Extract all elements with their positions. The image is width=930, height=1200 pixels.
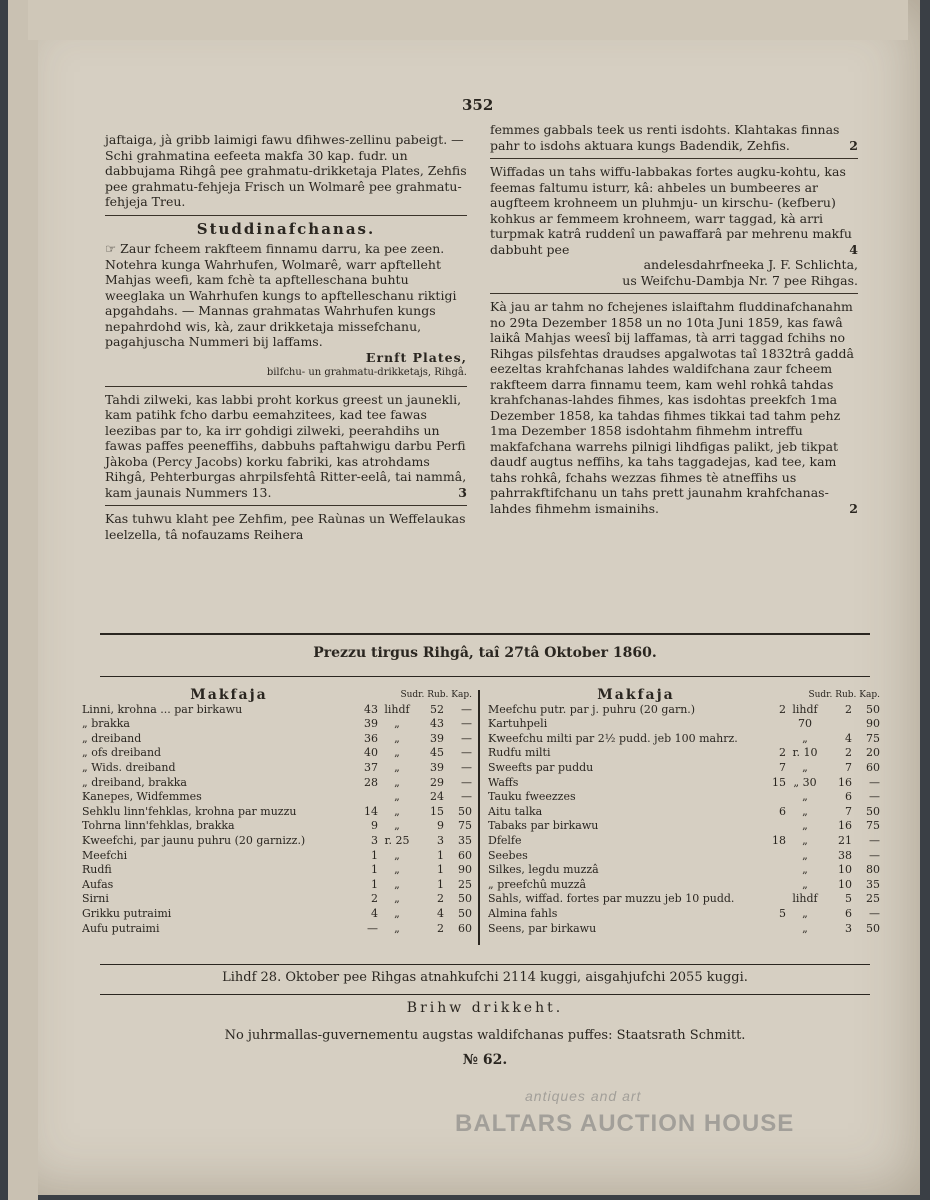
units-rub: Sudr. Rub.	[400, 690, 449, 700]
table-row	[82, 717, 472, 732]
rub-from	[756, 790, 786, 805]
kap: 90	[458, 863, 472, 877]
item-name: Rudfi	[82, 863, 112, 877]
rub-to: 29	[430, 775, 444, 789]
table-row	[488, 790, 880, 805]
left-column	[105, 132, 467, 542]
divider	[105, 215, 467, 216]
separator: „ 30	[793, 775, 817, 789]
kap: 20	[866, 746, 880, 760]
kap: 50	[458, 804, 472, 818]
rub-to: 16	[838, 819, 852, 833]
notice-fruit-trees	[490, 164, 858, 257]
notice-text: Kà jau ar tahm no fchejenes islaiftahm fluddinafchanahm no 29ta Dezember 1858 un no 10ta Juni 1859, kas fawâ laikâ Mahjas weesî bij laffamas, tà arri taggad fchihs no Rihgas pilsfehtas draudses apgalwotas taî 1832trâ gaddâ eezeltas krahfchanas lahdes waldifchana zaur fcheem rakfteem darra finnamu teem, kam wehl rohkâ tahdas krahfchanas-lahdes fihmes, kas isdohtas preekfch 1ma Dezember 1858, ka tahdas fihmes tikkai tad tahm pehz 1ma Dezember 1858 isdohtahm fihmehm intreffu makfafchana warrehs pilnigi lihdfigas palikt, jeb tikpat daudf augtus neffihs, ka tahs taggadejas, kad tee, kam tahs rohkâ, fchahs wezzas fihmes tè atneffihs us pahrrakftifchanu un tahs prett jaunahm krahfchanas-lahdes fihmehm ismainihs.	[490, 299, 854, 516]
kap: 90	[866, 717, 880, 731]
rub-to: 6	[845, 790, 852, 804]
rub-to: 43	[430, 717, 444, 731]
kap: —	[461, 790, 472, 804]
kap: —	[869, 848, 880, 862]
units-kap: Kap.	[451, 690, 472, 700]
item-name: Tabaks par birkawu	[488, 819, 599, 833]
rub-to: 4	[437, 906, 444, 920]
kap: 75	[866, 731, 880, 745]
rub-from: 18	[772, 833, 786, 847]
rub-from: 2	[779, 746, 786, 760]
rub-from: 1	[371, 863, 378, 877]
signature-subtitle: bilfchu- un grahmatu-drikketajs, Rihgâ.	[266, 367, 467, 378]
item-name: Sahls, wiffad. fortes par muzzu jeb 10 pudd.	[488, 892, 735, 906]
separator: „	[394, 906, 400, 920]
kap: 35	[458, 833, 472, 847]
rub-to: 16	[838, 775, 852, 789]
separator: „	[394, 892, 400, 906]
item-name: Rudfu milti	[488, 746, 551, 760]
rub-from	[756, 732, 786, 747]
rub-from: 28	[364, 775, 378, 789]
table-row	[82, 776, 472, 791]
separator: „	[394, 804, 400, 818]
rub-to	[824, 717, 852, 732]
repeat-count: 3	[458, 484, 467, 500]
notice-savings-bank	[490, 299, 858, 516]
rub-from	[756, 922, 786, 937]
kap: 50	[866, 702, 880, 716]
item-name: „ Wids. dreiband	[82, 760, 176, 774]
rub-to: 2	[845, 702, 852, 716]
repeat-count: 2	[849, 137, 858, 153]
units-kap: Kap.	[859, 690, 880, 700]
kap: —	[461, 746, 472, 760]
rub-from: 4	[371, 906, 378, 920]
kap: 60	[458, 921, 472, 935]
table-row	[82, 761, 472, 776]
table-row	[488, 732, 880, 747]
separator: lihdf	[792, 892, 818, 906]
rub-to: 24	[430, 790, 444, 804]
kap: —	[461, 775, 472, 789]
separator: „	[394, 775, 400, 789]
separator: „	[802, 790, 808, 804]
units-header	[784, 688, 880, 703]
item-name: Almina fahls	[488, 906, 558, 920]
kap: —	[461, 702, 472, 716]
separator: „	[394, 921, 400, 935]
table-row	[82, 790, 472, 805]
separator: „	[802, 819, 808, 833]
kap: 25	[866, 892, 880, 906]
item-name: Sirni	[82, 892, 109, 906]
rub-from: 14	[364, 804, 378, 818]
notice-text: femmes gabbals teek us renti isdohts. Klahtakas finnas pahr to isdohs aktuara kungs Badendik, Zehfis.	[490, 122, 840, 153]
separator: „	[394, 790, 400, 804]
divider	[105, 505, 467, 506]
table-row	[488, 819, 880, 834]
signature: Ernft Plates,	[365, 349, 467, 365]
right-column	[490, 122, 858, 516]
page-number: 352	[462, 96, 494, 114]
section-rule	[100, 676, 870, 677]
kap: 75	[866, 819, 880, 833]
item-name: „ dreiband, brakka	[82, 775, 187, 789]
rub-from: 39	[364, 717, 378, 731]
item-name: Waffs	[488, 775, 519, 789]
kap: 50	[458, 906, 472, 920]
rub-from: 1	[371, 848, 378, 862]
rub-from: 1	[371, 877, 378, 891]
rub-from: 2	[779, 702, 786, 716]
section-rule	[100, 994, 870, 995]
issue-number: № 62.	[462, 1052, 508, 1068]
signature: andelesdahrfneeka J. F. Schlichta,	[643, 257, 858, 272]
rub-to: 3	[437, 833, 444, 847]
divider	[490, 293, 858, 294]
rub-to: 1	[437, 848, 444, 862]
rub-to: 6	[845, 906, 852, 920]
table-row	[82, 907, 472, 922]
separator: r. 25	[384, 833, 410, 847]
rub-from	[756, 819, 786, 834]
item-name: Linni, krohna ... par birkawu	[82, 702, 243, 716]
kap: —	[461, 717, 472, 731]
rub-to: 39	[430, 760, 444, 774]
notice-wahrhusen: ☞ Zaur fcheem rakfteem finnamu darru, ka pee zeen. Notehra kunga Wahrhufen, Wolmarê, warr apftelleht Mahjas weefi, kam fchè ta apftelleschana buhtu weeglaka un Wahrhufen kungs to apftelleschanu riktigi apgahdahs. — Mannas grahmatas Wahrhufen kungs nepahrdohd wis, kà, zaur drikketaja missefchanu, pagahjuscha Nummeri bij laffams.	[105, 241, 457, 349]
kap: 80	[866, 863, 880, 877]
kap: 50	[458, 892, 472, 906]
separator: „	[802, 833, 808, 847]
rub-from	[756, 717, 786, 732]
kap: —	[869, 906, 880, 920]
separator: „	[802, 877, 808, 891]
item-name: Kweefchi, par jaunu puhru (20 garnizz.)	[82, 833, 306, 847]
table-row	[82, 878, 472, 893]
rub-from	[756, 878, 786, 893]
rub-from	[756, 892, 786, 907]
watermark	[455, 1088, 795, 1138]
table-row	[488, 776, 880, 791]
item-name: Meefchu putr. par j. puhru (20 garn.)	[488, 702, 696, 716]
table-row	[488, 892, 880, 907]
table-rows	[82, 703, 472, 937]
item-name: Kanepes, Widfemmes	[82, 790, 202, 804]
separator: „	[394, 877, 400, 891]
rub-from: 43	[364, 702, 378, 716]
table-row	[82, 746, 472, 761]
divider	[105, 386, 467, 387]
table-rows	[488, 703, 880, 937]
intro-text: jaftaiga, jà gribb laimigi fawu dfihwes-zellinu pabeigt. — Schi grahmatina eefeeta makfa 30 kap. fudr. un dabbujama Rihgâ pee grahmatu-drikketaja Plates, Zehfis pee grahmatu-fehjeja Frisch un Wolmarê pee grahmatu-fehjeja Treu.	[105, 132, 467, 209]
rub-to: 2	[437, 921, 444, 935]
item-name: Seebes	[488, 848, 528, 862]
kap: —	[461, 760, 472, 774]
ships-line: Lihdf 28. Oktober pee Rihgas atnahkufchi 2114 kuggi, aisgahjufchi 2055 kuggi.	[222, 970, 748, 985]
item-name: Sehklu linn'fehklas, krohna par muzzu	[82, 804, 297, 818]
rub-to: 2	[437, 892, 444, 906]
market-title: Prezzu tirgus Rihgâ, taî 27tâ Oktober 1860.	[313, 645, 657, 661]
rub-to: 3	[845, 921, 852, 935]
rub-from: 36	[364, 731, 378, 745]
notice-land-cont	[490, 122, 858, 153]
rub-from: 37	[364, 760, 378, 774]
kap: 75	[458, 819, 472, 833]
price-table-right	[488, 688, 880, 936]
rub-from: 40	[364, 746, 378, 760]
rub-to: 21	[838, 833, 852, 847]
table-row	[488, 849, 880, 864]
rub-to: 39	[430, 731, 444, 745]
item-name: Grikku putraimi	[82, 906, 172, 920]
table-header	[82, 688, 472, 703]
separator: „	[394, 819, 400, 833]
table-row	[488, 703, 880, 718]
column-title: Makfaja	[597, 687, 675, 703]
item-name: Aufu putraimi	[82, 921, 160, 935]
item-name: „ dreiband	[82, 731, 142, 745]
notice-cork-factory	[105, 392, 467, 501]
item-name: Aufas	[82, 877, 114, 891]
table-row	[82, 805, 472, 820]
separator: „	[394, 760, 400, 774]
table-row	[488, 746, 880, 761]
rub-to: 7	[845, 804, 852, 818]
rub-from: 2	[371, 892, 378, 906]
kap: 50	[866, 804, 880, 818]
separator: „	[394, 731, 400, 745]
watermark-text: BALTARS AUCTION HOUSE	[455, 1110, 795, 1137]
price-table-left	[82, 688, 472, 936]
item-name: Tauku fweezzes	[488, 790, 576, 804]
table-row	[488, 863, 880, 878]
rub-to: 15	[430, 804, 444, 818]
rub-to: 5	[845, 892, 852, 906]
rub-from: 15	[772, 775, 786, 789]
rub-to: 7	[845, 760, 852, 774]
table-row	[488, 878, 880, 893]
kap: 35	[866, 877, 880, 891]
section-heading: Studdinafchanas.	[196, 219, 376, 238]
print-permission: Brihw drikkeht.	[406, 1000, 564, 1016]
table-row	[82, 863, 472, 878]
kap: —	[869, 833, 880, 847]
separator: „	[802, 863, 808, 877]
rub-from: 9	[371, 819, 378, 833]
item-name: „ preefchû muzzâ	[488, 877, 587, 891]
rub-to: 38	[838, 848, 852, 862]
separator: „	[394, 717, 400, 731]
repeat-count: 4	[849, 241, 858, 257]
separator: 70	[798, 717, 812, 731]
item-name: Aitu talka	[488, 804, 543, 818]
rub-to: 52	[430, 702, 444, 716]
notice-text: Wiffadas un tahs wiffu-labbakas fortes augku-kohtu, kas feemas faltumu isturr, kâ: ahbeles un bumbeeres ar augfteem krohneem un pluhmju- un kirschu- (kefberu) kohkus ar femmeem krohneem, warr taggad, kà arri turpmak katrâ ruddenî un pawaffarâ par mehrenu makfu dabbuht pee	[490, 164, 852, 257]
separator: „	[394, 863, 400, 877]
table-row	[488, 834, 880, 849]
table-row	[82, 892, 472, 907]
kap: —	[461, 731, 472, 745]
item-name: „ ofs dreiband	[82, 746, 162, 760]
table-row	[82, 819, 472, 834]
separator: lihdf	[792, 702, 818, 716]
kap: 25	[458, 877, 472, 891]
item-name: „ brakka	[82, 717, 130, 731]
rub-to: 4	[845, 731, 852, 745]
table-row	[82, 732, 472, 747]
separator: „	[394, 848, 400, 862]
table-row	[488, 922, 880, 937]
kap: 60	[458, 848, 472, 862]
item-name: Kweefchu milti par 2½ pudd. jeb 100 mahrz.	[488, 731, 738, 745]
page-fold	[8, 0, 38, 1200]
item-name: Sweefts par puddu	[488, 760, 594, 774]
rub-to: 9	[437, 819, 444, 833]
table-row	[82, 834, 472, 849]
repeat-count: 2	[849, 500, 858, 516]
rub-from: 3	[371, 833, 378, 847]
table-row	[488, 805, 880, 820]
rub-from	[756, 849, 786, 864]
separator: r. 10	[792, 746, 818, 760]
item-name: Meefchi	[82, 848, 128, 862]
section-rule	[100, 633, 870, 635]
table-header	[488, 688, 880, 703]
kap: 50	[866, 921, 880, 935]
separator: „	[802, 804, 808, 818]
rub-to: 1	[437, 863, 444, 877]
item-name: Silkes, legdu muzzâ	[488, 863, 599, 877]
column-title: Makfaja	[190, 687, 268, 703]
rub-to: 2	[845, 746, 852, 760]
rub-from: 6	[779, 804, 786, 818]
table-row	[488, 717, 880, 732]
separator: „	[802, 760, 808, 774]
table-row	[82, 849, 472, 864]
units-header	[376, 688, 472, 703]
separator: „	[802, 906, 808, 920]
item-name: Dfelfe	[488, 833, 522, 847]
separator: „	[394, 746, 400, 760]
separator: „	[802, 731, 808, 745]
rub-to: 45	[430, 746, 444, 760]
kap: —	[869, 790, 880, 804]
address: us Weifchu-Dambja Nr. 7 pee Rihgas.	[622, 272, 858, 288]
notice-text: Tahdi zilweki, kas labbi proht korkus greest un jaunekli, kam patihk fcho darbu eemahzitees, kad tee fawas leezibas par to, ka irr gohdigi zilweki, peerahdihs un fawas paffes peeneffihs, dabbuhs paftahwigu darbu Perfi Jàkoba (Percy Jacobs) korku fabriki, kas atrohdams Rihgâ, Pehterburgas ahrpilsfehtâ Ritter-eelâ, tai nammâ, kam jaunais Nummers 13.	[105, 391, 467, 500]
units-rub: Sudr. Rub.	[808, 690, 857, 700]
watermark-tagline: antiques and art	[525, 1088, 642, 1104]
notice-land: Kas tuhwu klaht pee Zehfim, pee Raùnas un Weffelaukas leelzella, tâ nofauzams Reihera	[105, 511, 466, 542]
divider	[490, 158, 858, 159]
rub-from: 5	[779, 906, 786, 920]
rub-from: —	[367, 921, 378, 935]
kap: —	[869, 775, 880, 789]
item-name: Seens, par birkawu	[488, 921, 597, 935]
separator: „	[802, 921, 808, 935]
rub-to: 10	[838, 877, 852, 891]
table-row	[82, 922, 472, 937]
item-name: Kartuhpeli	[488, 717, 548, 731]
rub-to: 1	[437, 877, 444, 891]
rub-from	[756, 863, 786, 878]
rub-to: 10	[838, 863, 852, 877]
separator: „	[802, 848, 808, 862]
table-divider	[478, 690, 480, 945]
censor-line: No juhrmallas-guvernementu augstas waldifchanas puffes: Staatsrath Schmitt.	[224, 1028, 746, 1043]
separator: lihdf	[384, 702, 410, 716]
kap: 60	[866, 760, 880, 774]
table-row	[488, 761, 880, 776]
torn-top-edge	[28, 0, 908, 40]
table-row	[82, 703, 472, 718]
rub-from: 7	[779, 760, 786, 774]
table-row	[488, 907, 880, 922]
item-name: Tohrna linn'fehklas, brakka	[82, 819, 235, 833]
section-rule	[100, 964, 870, 965]
rub-from	[348, 790, 378, 805]
